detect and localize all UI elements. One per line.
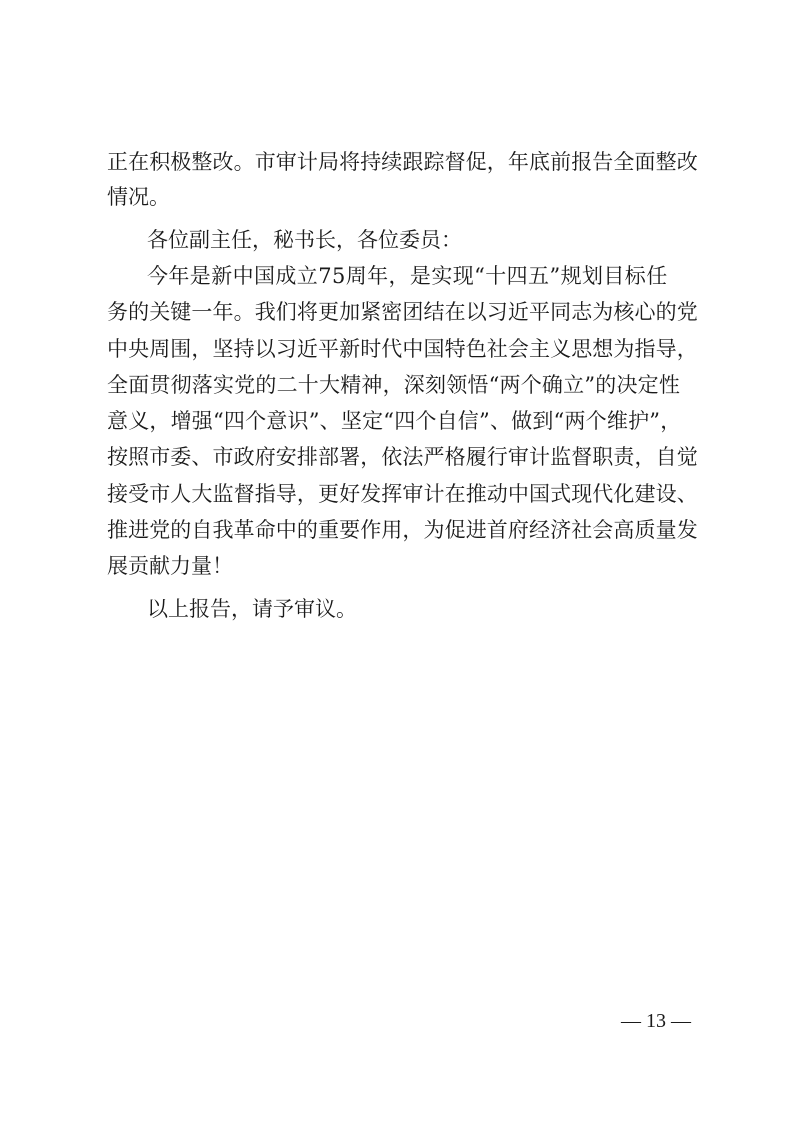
text-line-13: 以上报告，请予审议。 [147,597,357,621]
text-line-2: 情况。 [107,185,170,209]
text-line-12: 展贡献力量！ [107,554,233,578]
text-line-5: 务的关键一年。我们将更加紧密团结在以习近平同志为核心的党 [107,300,698,324]
text-line-4: 今年是新中国成立75周年，是实现“十四五”规划目标任 [147,264,668,288]
text-line-1: 正在积极整改。市审计局将持续跟踪督促，年底前报告全面整改 [107,150,698,174]
text-line-6: 中央周围，坚持以习近平新时代中国特色社会主义思想为指导， [107,337,698,361]
text-line-8: 意义，增强“四个意识”、坚定“四个自信”、做到“两个维护”， [107,409,682,433]
text-line-3: 各位副主任，秘书长，各位委员： [147,228,462,252]
text-line-10: 接受市人大监督指导，更好发挥审计在推动中国式现代化建设、 [107,482,698,506]
page-number: — 13 — [621,1010,691,1032]
text-line-9: 按照市委、市政府安排部署，依法严格履行审计监督职责，自觉 [107,445,698,469]
text-line-11: 推进党的自我革命中的重要作用，为促进首府经济社会高质量发 [107,518,698,542]
text-line-7: 全面贯彻落实党的二十大精神，深刻领悟“两个确立”的决定性 [107,373,681,397]
